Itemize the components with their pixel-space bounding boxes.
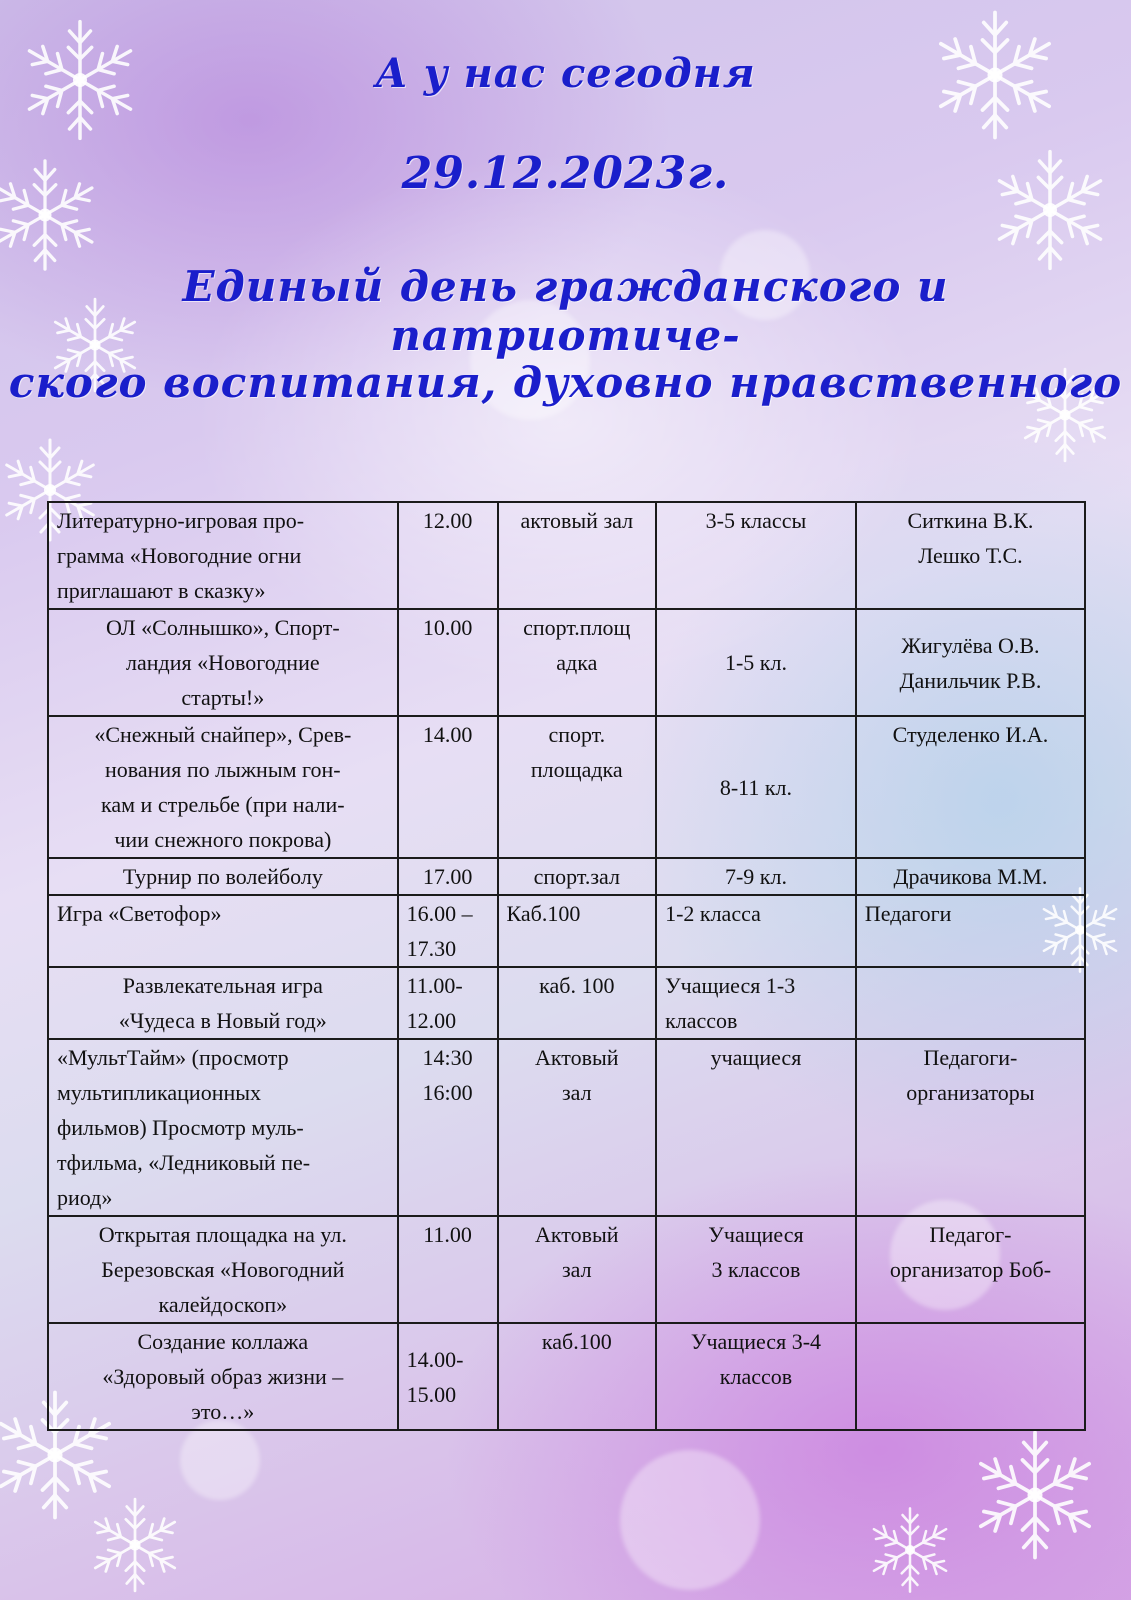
event-responsible: Педагоги- организаторы <box>856 1039 1085 1216</box>
event-responsible <box>856 967 1085 1039</box>
table-row <box>48 858 1085 895</box>
schedule-table <box>47 501 1086 1431</box>
event-time: 14:30 16:00 <box>398 1039 498 1216</box>
table-row <box>48 1039 1085 1216</box>
table-row <box>48 1216 1085 1323</box>
bokeh-light <box>180 1420 260 1500</box>
event-place: актовый зал <box>498 502 657 609</box>
table-row <box>48 502 1085 609</box>
event-time: 10.00 <box>398 609 498 716</box>
event-responsible: Жигулёва О.В. Данильчик Р.В. <box>856 609 1085 716</box>
event-audience: 1-5 кл. <box>656 609 856 716</box>
event-name: Создание коллажа «Здоровый образ жизни – это…» <box>48 1323 398 1430</box>
event-name: Литературно-игровая про- грамма «Новогодние огни приглашают в сказку» <box>48 502 398 609</box>
event-audience: Учащиеся 3 классов <box>656 1216 856 1323</box>
table-row <box>48 609 1085 716</box>
event-time: 17.00 <box>398 858 498 895</box>
table-row <box>48 967 1085 1039</box>
event-audience: 8-11 кл. <box>656 716 856 858</box>
event-time: 16.00 – 17.30 <box>398 895 498 967</box>
table-row <box>48 1323 1085 1430</box>
event-place: Актовый зал <box>498 1216 657 1323</box>
event-place: спорт.зал <box>498 858 657 895</box>
event-name: ОЛ «Солнышко», Спорт- ландия «Новогодние старты!» <box>48 609 398 716</box>
event-responsible: Драчикова М.М. <box>856 858 1085 895</box>
event-responsible <box>856 1323 1085 1430</box>
event-place: спорт. площадка <box>498 716 657 858</box>
event-audience: учащиеся <box>656 1039 856 1216</box>
event-time: 14.00- 15.00 <box>398 1323 498 1430</box>
event-place: каб.100 <box>498 1323 657 1430</box>
event-responsible: Педагог- организатор Боб- <box>856 1216 1085 1323</box>
event-name: Турнир по волейболу <box>48 858 398 895</box>
event-name: «Снежный снайпер», Срев- нования по лыжным гон- кам и стрельбе (при нали- чии снежного покрова) <box>48 716 398 858</box>
snowflake-icon <box>80 1490 190 1600</box>
event-place: Каб.100 <box>498 895 657 967</box>
snowflake-icon <box>960 1420 1110 1570</box>
event-place: Актовый зал <box>498 1039 657 1216</box>
header-date: 29.12.2023г. <box>401 148 730 199</box>
event-audience: 3-5 классы <box>656 502 856 609</box>
event-audience: 1-2 класса <box>656 895 856 967</box>
event-time: 11.00 <box>398 1216 498 1323</box>
event-name: Развлекательная игра «Чудеса в Новый год» <box>48 967 398 1039</box>
header-line-3: Единый день гражданского и патриотиче- <box>182 262 949 360</box>
event-name: Игра «Светофор» <box>48 895 398 967</box>
event-time: 14.00 <box>398 716 498 858</box>
header-line-4: ского воспитания, духовно нравственного <box>8 358 1123 407</box>
table-row <box>48 895 1085 967</box>
event-responsible: Ситкина В.К. Лешко Т.С. <box>856 502 1085 609</box>
event-responsible: Студеленко И.А. <box>856 716 1085 858</box>
table-row <box>48 716 1085 858</box>
event-time: 12.00 <box>398 502 498 609</box>
event-name: «МультТайм» (просмотр мультипликационных фильмов) Просмотр муль- тфильма, «Ледниковый пе- риод» <box>48 1039 398 1216</box>
event-time: 11.00- 12.00 <box>398 967 498 1039</box>
header-line-1: А у нас сегодня <box>375 50 756 97</box>
bokeh-light <box>620 1450 760 1590</box>
event-place: спорт.площ адка <box>498 609 657 716</box>
snowflake-icon <box>860 1500 960 1600</box>
event-responsible: Педагоги <box>856 895 1085 967</box>
event-name: Открытая площадка на ул. Березовская «Новогодний калейдоскоп» <box>48 1216 398 1323</box>
event-audience: Учащиеся 3-4 классов <box>656 1323 856 1430</box>
event-audience: 7-9 кл. <box>656 858 856 895</box>
event-audience: Учащиеся 1-3 классов <box>656 967 856 1039</box>
event-place: каб. 100 <box>498 967 657 1039</box>
